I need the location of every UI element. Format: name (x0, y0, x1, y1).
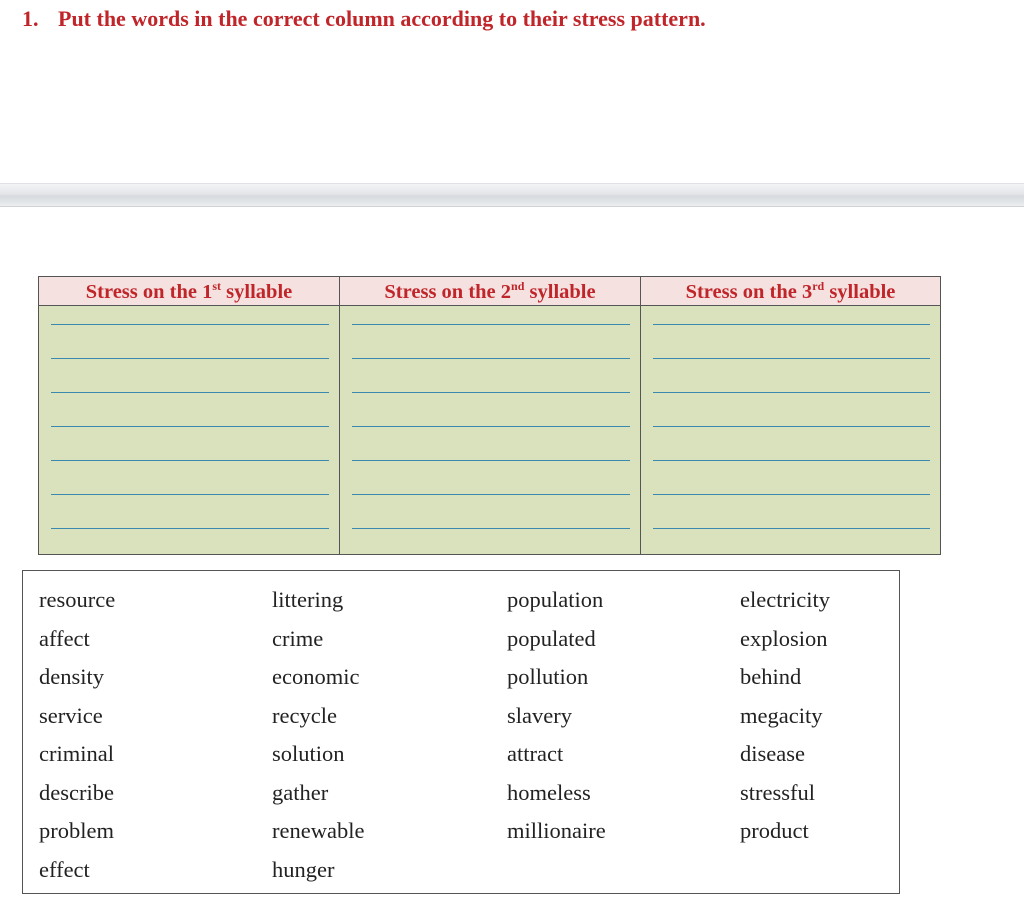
word-item: stressful (740, 779, 815, 805)
answer-blank-line[interactable] (51, 494, 329, 495)
word-item: resource (39, 587, 116, 612)
answer-blank-line[interactable] (653, 392, 930, 393)
word-item: explosion (740, 625, 828, 651)
answer-column-first[interactable] (39, 306, 340, 555)
header-third-syllable: Stress on the 3rd syllable (641, 277, 941, 306)
word-item: recycle (272, 702, 337, 728)
table-header-row (39, 277, 941, 306)
answer-blank-line[interactable] (653, 324, 930, 325)
answer-blank-line[interactable] (51, 460, 329, 461)
answer-blank-line[interactable] (352, 426, 630, 427)
section-divider (0, 183, 1024, 207)
word-item: homeless (507, 779, 591, 805)
word-item: problem (39, 818, 114, 843)
word-bank-column (740, 585, 830, 855)
answer-lines (51, 324, 329, 562)
word-bank-column (507, 585, 606, 855)
word-item: megacity (740, 702, 823, 728)
stress-pattern-table (38, 276, 941, 555)
word-item: economic (272, 664, 360, 689)
answer-blank-line[interactable] (352, 460, 630, 461)
answer-column-second[interactable] (340, 306, 641, 555)
word-item: attract (507, 741, 564, 766)
word-item: millionaire (507, 818, 606, 843)
word-item: describe (39, 779, 114, 805)
answer-blank-line[interactable] (51, 392, 329, 393)
word-item: pollution (507, 664, 589, 689)
instruction-text: Put the words in the correct column according to their stress pattern. (58, 6, 706, 31)
word-item: criminal (39, 741, 114, 766)
word-item: population (507, 587, 604, 612)
word-item: gather (272, 779, 329, 805)
header-second-syllable: Stress on the 2nd syllable (340, 277, 641, 306)
word-item: hunger (272, 856, 335, 882)
word-item: solution (272, 741, 345, 766)
word-item: product (740, 818, 809, 843)
word-item: littering (272, 587, 344, 612)
word-item: renewable (272, 818, 365, 843)
word-item: effect (39, 856, 90, 882)
answer-blank-line[interactable] (653, 460, 930, 461)
answer-blank-line[interactable] (352, 358, 630, 359)
word-item: density (39, 664, 104, 689)
answer-blank-line[interactable] (51, 528, 329, 529)
answer-lines (352, 324, 630, 562)
word-item: populated (507, 625, 596, 651)
header-first-syllable: Stress on the 1st syllable (39, 277, 340, 306)
word-item: crime (272, 625, 324, 651)
word-item: service (39, 702, 103, 728)
answer-blank-line[interactable] (51, 324, 329, 325)
word-item: slavery (507, 702, 572, 728)
answer-column-third[interactable] (641, 306, 941, 555)
answer-blank-line[interactable] (653, 358, 930, 359)
word-bank-column (272, 585, 364, 893)
word-item: affect (39, 625, 90, 651)
answer-blank-line[interactable] (653, 494, 930, 495)
word-item: behind (740, 664, 802, 689)
answer-blank-line[interactable] (51, 358, 329, 359)
answer-blank-line[interactable] (352, 494, 630, 495)
exercise-instruction (22, 6, 706, 32)
answer-blank-line[interactable] (352, 324, 630, 325)
word-bank-column (39, 585, 115, 893)
answer-blank-line[interactable] (653, 426, 930, 427)
word-item: disease (740, 741, 805, 766)
exercise-number: 1. (22, 6, 39, 31)
word-item: electricity (740, 587, 830, 612)
answer-lines (653, 324, 930, 562)
answer-blank-line[interactable] (51, 426, 329, 427)
answer-blank-line[interactable] (352, 392, 630, 393)
answer-row (39, 306, 941, 555)
answer-blank-line[interactable] (653, 528, 930, 529)
word-bank (22, 570, 900, 894)
answer-blank-line[interactable] (352, 528, 630, 529)
